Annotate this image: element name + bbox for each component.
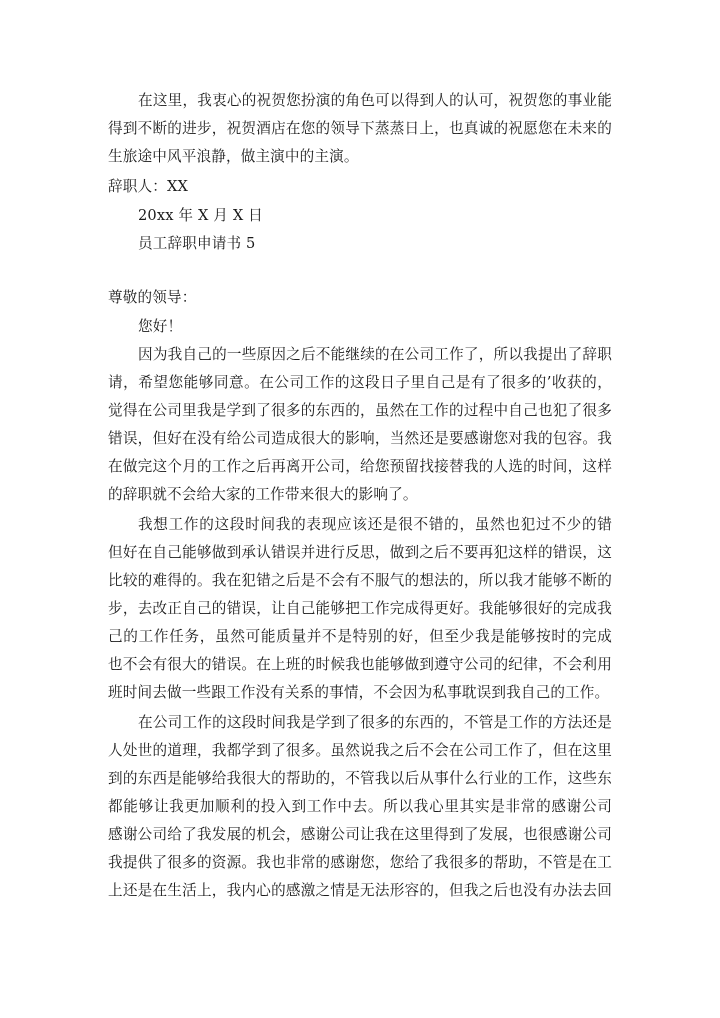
paragraph-line: 我提供了很多的资源。我也非常的感谢您，您给了我很多的帮助，不管是在工	[108, 854, 612, 871]
paragraph-line: 都能够让我更加顺利的投入到工作中去。所以我心里其实是非常的感谢公司	[108, 798, 612, 815]
paragraph-line: 己的工作任务，虽然可能质量并不是特别的好，但至少我是能够按时的完成	[108, 628, 612, 645]
document-title: 员工辞职申请书 5	[138, 235, 256, 252]
paragraph-line: 在公司工作的这段时间我是学到了很多的东西的，不管是工作的方法还是	[138, 714, 612, 731]
paragraph-line: 因为我自己的一些原因之后不能继续的在公司工作了，所以我提出了辞职	[138, 346, 612, 363]
paragraph-line: 班时间去做一些跟工作没有关系的事情，不会因为私事耽误到我自己的工作。	[108, 684, 610, 701]
paragraph-line: 在做完这个月的工作之后再离开公司，给您预留找接替我的人选的时间，这样	[108, 458, 612, 475]
paragraph-line: 步，去改正自己的错误，让自己能够把工作完成得更好。我能够很好的完成我	[108, 600, 612, 617]
paragraph-line: 我想工作的这段时间我的表现应该还是很不错的，虽然也犯过不少的错	[138, 516, 612, 533]
date-line: 20xx 年 X 月 X 日	[138, 207, 263, 224]
paragraph-line: 但好在自己能够做到承认错误并进行反思，做到之后不要再犯这样的错误，这	[108, 544, 612, 561]
paragraph-line: 错误，但好在没有给公司造成很大的影响，当然还是要感谢您对我的包容。我	[108, 430, 612, 447]
paragraph-line: 觉得在公司里我是学到了很多的东西的，虽然在工作的过程中自己也犯了很多	[108, 402, 612, 419]
paragraph-line: 得到不断的进步，祝贺酒店在您的领导下蒸蒸日上，也真诚的祝愿您在未来的	[108, 120, 612, 137]
salutation: 尊敬的领导：	[108, 289, 197, 306]
paragraph-line: 到的东西是能够给我很大的帮助的，不管我以后从事什么行业的工作，这些东	[108, 770, 612, 787]
paragraph-line: 也不会有很大的错误。在上班的时候我也能够做到遵守公司的纪律，不会利用	[108, 656, 612, 673]
greeting: 您好！	[138, 318, 183, 335]
paragraph-line: 人处世的道理，我都学到了很多。虽然说我之后不会在公司工作了，但在这里	[108, 742, 612, 759]
paragraph-line: 感谢公司给了我发展的机会，感谢公司让我在这里得到了发展，也很感谢公司	[108, 826, 612, 843]
paragraph-line: 上还是在生活上，我内心的感激之情是无法形容的，但我之后也没有办法去回	[108, 882, 612, 899]
paragraph-line: 在这里，我衷心的祝贺您扮演的角色可以得到人的认可，祝贺您的事业能	[138, 92, 612, 109]
paragraph-line: 请，希望您能够同意。在公司工作的这段日子里自己是有了很多的’收获的，	[108, 374, 612, 391]
paragraph-line: 生旅途中风平浪静，做主演中的主演。	[108, 148, 359, 165]
signer-line: 辞职人：XX	[108, 178, 189, 195]
paragraph-line: 的辞职就不会给大家的工作带来很大的影响了。	[108, 486, 418, 503]
paragraph-line: 比较的难得的。我在犯错之后是不会有不服气的想法的，所以我才能够不断的	[108, 572, 612, 589]
